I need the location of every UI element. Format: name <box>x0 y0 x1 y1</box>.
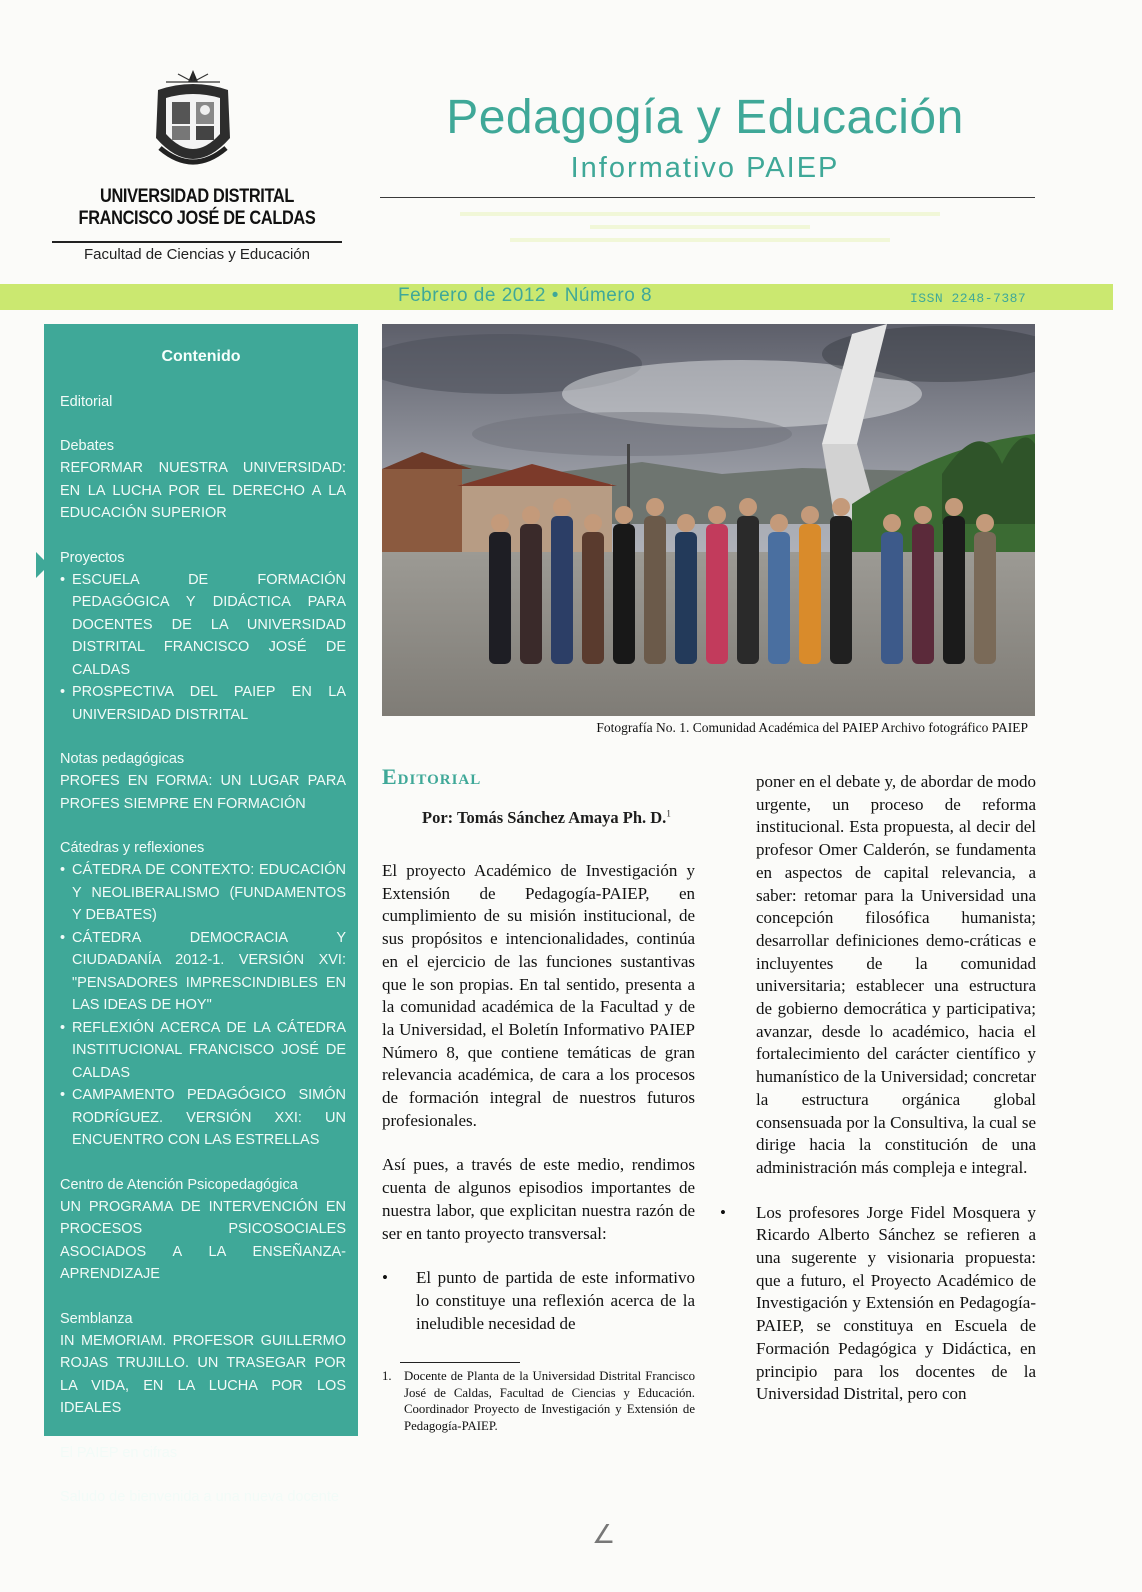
university-crest-icon <box>148 68 238 180</box>
contents-section-title: Semblanza <box>60 1310 133 1327</box>
university-name: UNIVERSIDAD DISTRITAL FRANCISCO JOSÉ DE CALDAS <box>78 186 316 229</box>
contents-section-title: Proyectos <box>60 549 125 566</box>
footnote-ref: 1 <box>666 808 671 819</box>
contents-section <box>60 1174 346 1286</box>
contents-item: UN PROGRAMA DE INTERVENCIÓN EN PROCESOS PSICOSOCIALES ASOCIADOS A LA ENSEÑANZA-APRENDIZAJE <box>60 1198 346 1282</box>
contents-item: PROFES EN FORMA: UN LUGAR PARA PROFES SIEMPRE EN FORMACIÓN <box>60 773 346 812</box>
byline-author: Por: Tomás Sánchez Amaya Ph. D. <box>422 808 667 827</box>
contents-section-title: Centro de Atención Psicopedagógica <box>60 1176 298 1193</box>
newsletter-subtitle: Informativo PAIEP <box>570 152 840 184</box>
editorial-heading: Editorial <box>382 764 482 789</box>
paragraph: Así pues, a través de este medio, rendimos cuenta de algunos episodios importantes de nuestra labor, que explicitan nuestra razón de ser en tanto proyecto transversal: <box>382 1155 695 1243</box>
contents-sidebar <box>44 324 358 1505</box>
contents-section-title: Cátedras y reflexiones <box>60 840 205 856</box>
group-photo <box>382 324 1035 716</box>
photo-caption: Fotografía No. 1. Comunidad Académica del PAIEP Archivo fotográfico PAIEP <box>596 720 1028 735</box>
contents-section <box>60 1442 346 1464</box>
issn-number: ISSN 2248-7387 <box>910 291 1027 306</box>
contents-section-title: Debates <box>60 438 115 454</box>
contents-section-title: Notas pedagógicas <box>60 751 185 767</box>
contents-section <box>60 748 346 815</box>
byline <box>422 808 671 828</box>
contents-item: • CÁTEDRA DE CONTEXTO: EDUCACIÓN Y NEOLIBERALISMO (FUNDAMENTOS Y DEBATES) <box>60 859 346 927</box>
footnote <box>382 1368 695 1434</box>
bullet-paragraph: • El punto de partida de este informativo lo constituye una reflexión acerca de la ineludible necesidad de <box>382 1267 695 1335</box>
contents-item: • CÁTEDRA DEMOCRACIA Y CIUDADANÍA 2012-1. VERSIÓN XVI: "PENSADORES IMPRESCINDIBLES EN LAS IDEAS DE HOY" <box>60 927 346 1017</box>
bullet-paragraph: • Los profesores Jorge Fidel Mosquera y Ricardo Alberto Sánchez se refieren a una sugerente y visionaria propuesta: que a futuro, el Proyecto Académico de Investigación y Extensión en Pedagogía-PAIEP, se constituya en Escuela de Formación Pedagógica y Didáctica, en principio para los docentes de la Universidad Distrital, pero con <box>720 1202 1036 1406</box>
contents-item: • PROSPECTIVA DEL PAIEP EN LA UNIVERSIDAD DISTRITAL <box>60 681 346 726</box>
faint-watermark-lines <box>440 212 960 251</box>
article-column-2 <box>756 771 1036 1406</box>
paragraph: poner en el debate y, de abordar de modo urgente, un proceso de reforma institucional. Esta propuesta, al decir del profesor Omer Calderón, se fundamenta en aspectos de capital relevancia, a saber: retomar para la Universidad una concepción filosófica humanista; desarrollar definiciones demo-cráticas e incluyentes de la comunidad universitaria; establecer una estructura de gobierno democrática y participativa; avanzar, desde lo académico, hacia el fortalecimiento del carácter científico y humanístico de la Universidad; concretar la estructura orgánica global consensuada por la Consultiva, la cual se dirige hacia la constitución de una administración más compleja e integral. <box>756 772 1036 1177</box>
contents-section <box>60 391 346 413</box>
contents-section <box>60 435 346 525</box>
contents-section <box>60 837 346 1152</box>
contents-section-title: Editorial <box>60 394 113 410</box>
contents-item: • REFLEXIÓN ACERCA DE LA CÁTEDRA INSTITUCIONAL FRANCISCO JOSÉ DE CALDAS <box>60 1017 346 1085</box>
contents-section <box>60 1486 346 1508</box>
newsletter-title: Pedagogía y Educación <box>446 91 964 144</box>
faculty-name: Facultad de Ciencias y Educación <box>84 246 310 263</box>
page-mark: ∠ <box>592 1520 616 1550</box>
article-column-1 <box>382 860 695 1335</box>
footnote-text: Docente de Planta de la Universidad Distrital Francisco José de Caldas, Facultad de Ciencias y Educación. Coordinador Proyecto de Investigación y Extensión de Pedagogía-PAIEP. <box>404 1369 695 1433</box>
contents-section-title: Saludo de bienvenida a una nueva docente <box>60 1488 339 1505</box>
contents-section <box>60 547 346 727</box>
divider <box>52 241 342 243</box>
contents-item: • ESCUELA DE FORMACIÓN PEDAGÓGICA Y DIDÁCTICA PARA DOCENTES DE LA UNIVERSIDAD DISTRITAL FRANCISCO JOSÉ DE CALDAS <box>60 569 346 682</box>
contents-item: REFORMAR NUESTRA UNIVERSIDAD: EN LA LUCHA POR EL DERECHO A LA EDUCACIÓN SUPERIOR <box>60 460 346 521</box>
issue-date: Febrero de 2012 • Número 8 <box>398 285 653 306</box>
divider <box>380 197 1035 198</box>
footnote-divider <box>400 1362 520 1363</box>
footnote-number: 1. <box>382 1369 392 1383</box>
contents-item: IN MEMORIAM. PROFESOR GUILLERMO ROJAS TRUJILLO. UN TRASEGAR POR LA VIDA, EN LA LUCHA POR LOS IDEALES <box>60 1332 346 1416</box>
contents-heading: Contenido <box>161 348 241 365</box>
contents-section <box>60 1308 346 1420</box>
contents-list <box>60 391 346 1530</box>
contents-item: • CAMPAMENTO PEDAGÓGICO SIMÓN RODRÍGUEZ. VERSIÓN XXI: UN ENCUENTRO CON LAS ESTRELLAS <box>60 1084 346 1152</box>
paragraph: El proyecto Académico de Investigación y Extensión de Pedagogía-PAIEP, en cumplimiento de su misión institucional, de sus propósitos e intencionalidades, continúa en el ejercicio de las funciones sustantivas que le son propias. En tal sentido, presenta a la comunidad académica de la Facultad y de la Universidad, el Boletín Informativo PAIEP Número 8, que contiene temáticas de gran relevancia académica, de cara a los procesos de formación integral de nuestros futuros profesionales. <box>382 861 695 1130</box>
contents-section-title: El PAIEP en cifras <box>60 1444 178 1461</box>
